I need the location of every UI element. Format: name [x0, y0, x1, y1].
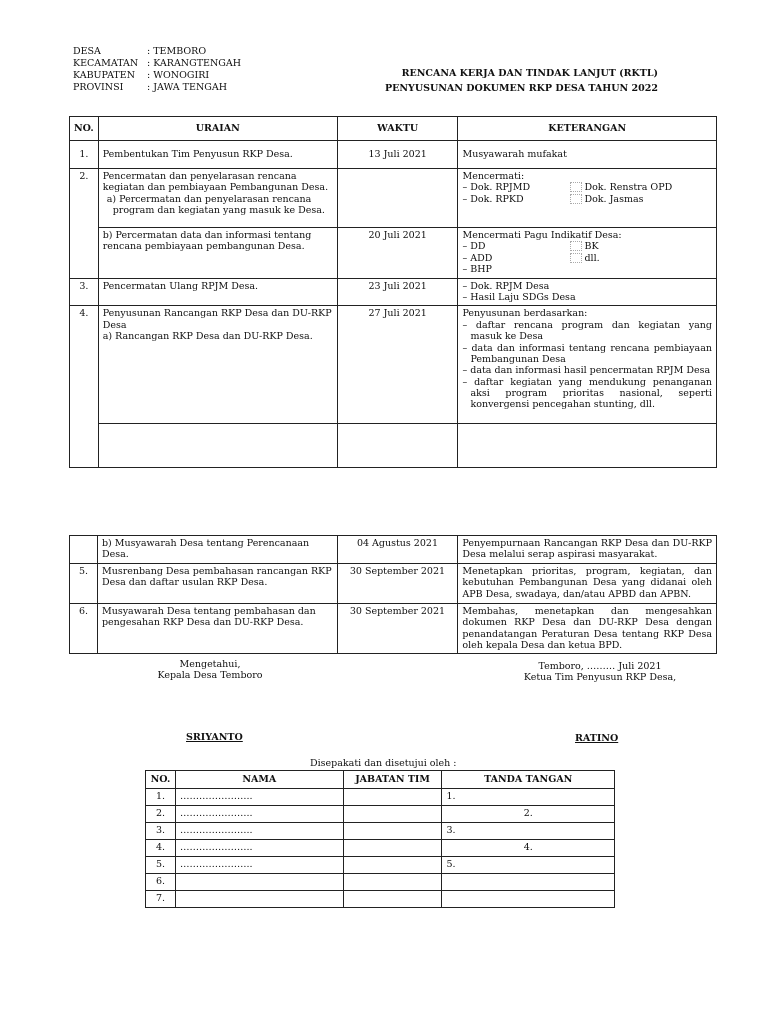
- ket-line: [462, 253, 712, 264]
- cell-no: 1.: [146, 789, 176, 806]
- cell-uraian: Pencermatan Ulang RPJM Desa.: [98, 278, 337, 306]
- table-row: [146, 823, 615, 840]
- cell-empty: [337, 424, 458, 468]
- cell-nama: …………………..: [175, 806, 343, 823]
- team-leader-label: Ketua Tim Penyusun RKP Desa,: [523, 672, 677, 684]
- cell-jabatan: [343, 840, 442, 857]
- cell-nama: …………………..: [175, 823, 343, 840]
- checkbox-icon: [570, 241, 582, 251]
- cell-waktu: 30 September 2021: [337, 563, 458, 603]
- info-row-desa: [73, 46, 241, 58]
- info-row-kabupaten: [73, 70, 241, 82]
- cell-uraian: b) Percermatan data dan informasi tentang rencana pembiayaan pembangunan Desa.: [98, 228, 337, 279]
- ket-item: BK: [584, 241, 599, 253]
- cell-waktu: 23 Juli 2021: [337, 278, 458, 306]
- cell-ttd: 2.: [442, 806, 615, 823]
- header-no: NO.: [70, 117, 99, 141]
- ket-item: – Dok. RPJM Desa: [462, 280, 550, 292]
- document-subtitle: PENYUSUNAN DOKUMEN RKP DESA TAHUN 2022: [384, 83, 658, 94]
- cell-nama: [175, 874, 343, 891]
- cell-no: 4.: [146, 840, 176, 857]
- table-row: [70, 306, 717, 424]
- header-keterangan: KETERANGAN: [458, 117, 717, 141]
- cell-no: 2.: [146, 806, 176, 823]
- table-row-empty: [70, 424, 717, 468]
- cell-waktu: 13 Juli 2021: [337, 141, 458, 169]
- table-row: [146, 891, 615, 908]
- cell-ttd: 4.: [442, 840, 615, 857]
- table-row: [146, 789, 615, 806]
- ket-line: [462, 241, 712, 252]
- cell-no: 7.: [146, 891, 176, 908]
- header-no: NO.: [146, 771, 176, 789]
- ket-item: dll.: [584, 252, 600, 264]
- cell-uraian: Musyawarah Desa tentang pembahasan dan pengesahan RKP Desa dan DU-RKP Desa.: [97, 603, 337, 654]
- cell-jabatan: [343, 857, 442, 874]
- checkbox-icon: [570, 182, 582, 192]
- ket-item: – BHP: [462, 264, 492, 276]
- cell-uraian: Pembentukan Tim Penyusun RKP Desa.: [98, 141, 337, 169]
- ket-item: – daftar kegiatan yang mendukung penanganan aksi program prioritas nasional, seperti konvergensi pencegahan stunting, dll.: [462, 376, 712, 411]
- table-row: [70, 536, 717, 564]
- info-value: : JAWA TENGAH: [147, 82, 227, 93]
- info-row-provinsi: [73, 82, 241, 94]
- cell-uraian: [98, 306, 337, 424]
- cell-nama: …………………..: [175, 789, 343, 806]
- cell-uraian: [98, 169, 337, 228]
- checkbox-icon: [570, 194, 582, 204]
- header-uraian: URAIAN: [98, 117, 337, 141]
- ket-item: – data dan informasi tentang rencana pembiayaan Pembangunan Desa: [462, 342, 712, 365]
- ket-title: Penyusunan berdasarkan:: [462, 308, 588, 320]
- table-header-row: [70, 117, 717, 141]
- cell-keterangan: [458, 278, 717, 306]
- ket-title: Mencermati:: [462, 171, 525, 182]
- header-jabatan: JABATAN TIM: [343, 771, 442, 789]
- table-row: [146, 840, 615, 857]
- uraian-subitem: a) Percermatan dan penyelarasan rencana program dan kegiatan yang masuk ke Desa.: [106, 193, 325, 217]
- table-row: [70, 228, 717, 279]
- cell-keterangan: Penyempurnaan Rancangan RKP Desa dan DU-RKP Desa melalui serap aspirasi masyarakat.: [458, 536, 717, 564]
- table-row: [70, 141, 717, 169]
- uraian-text: Pencermatan dan penyelarasan rencana kegiatan dan pembiayaan Pembangunan Desa.: [102, 171, 329, 194]
- table-row: [70, 169, 717, 228]
- cell-no: 5.: [70, 563, 98, 603]
- cell-no: 6.: [70, 603, 98, 654]
- rktl-table-part1: [69, 116, 717, 468]
- cell-uraian: b) Musyawarah Desa tentang Perencanaan Desa.: [97, 536, 337, 564]
- cell-waktu: 30 September 2021: [337, 603, 458, 654]
- cell-jabatan: [343, 874, 442, 891]
- info-row-kecamatan: [73, 58, 241, 70]
- uraian-text: Penyusunan Rancangan RKP Desa dan DU-RKP Desa: [102, 308, 332, 331]
- cell-no: 2.: [70, 169, 99, 279]
- uraian-subitem: a) Rancangan RKP Desa dan DU-RKP Desa.: [102, 331, 313, 343]
- info-key: DESA: [73, 46, 101, 57]
- header-waktu: WAKTU: [337, 117, 458, 141]
- table-row: [70, 603, 717, 654]
- cell-nama: …………………..: [175, 840, 343, 857]
- cell-no: 3.: [146, 823, 176, 840]
- location-info: [73, 46, 241, 94]
- table-row: [70, 278, 717, 306]
- cell-keterangan: [458, 169, 717, 228]
- agreed-label: Disepakati dan disetujui oleh :: [310, 758, 457, 769]
- info-value: : WONOGIRI: [147, 70, 210, 81]
- signature-left-block: [130, 659, 290, 682]
- table-row: [146, 857, 615, 874]
- cell-waktu: 04 Agustus 2021: [337, 536, 458, 564]
- ket-item: – Hasil Laju SDGs Desa: [462, 291, 576, 303]
- ket-item: – Dok. RPJMD: [462, 182, 531, 194]
- village-head-name: SRIYANTO: [186, 732, 243, 743]
- cell-keterangan: [458, 306, 717, 424]
- cell-ttd: [442, 874, 615, 891]
- team-leader-name: RATINO: [575, 733, 619, 744]
- ket-line: [462, 182, 712, 193]
- info-value: : KARANGTENGAH: [147, 58, 242, 69]
- cell-jabatan: [343, 806, 442, 823]
- cell-no: [70, 536, 98, 564]
- cell-keterangan: [458, 228, 717, 279]
- place-date: Temboro, ……… Juli 2021: [538, 661, 662, 672]
- rktl-table-part2: [69, 535, 717, 654]
- ket-item: – data dan informasi hasil pencermatan RPJM Desa: [462, 365, 711, 377]
- cell-ttd: [442, 891, 615, 908]
- cell-jabatan: [343, 823, 442, 840]
- ket-item: Dok. Renstra OPD: [584, 182, 673, 194]
- cell-ttd: 1.: [442, 789, 615, 806]
- table-row: [70, 563, 717, 603]
- signature-right-block: [500, 661, 700, 684]
- cell-no: 5.: [146, 857, 176, 874]
- header-nama: NAMA: [175, 771, 343, 789]
- table-row: [146, 874, 615, 891]
- cell-ttd: 5.: [442, 857, 615, 874]
- header-tanda-tangan: TANDA TANGAN: [442, 771, 615, 789]
- agreement-table: [145, 770, 615, 908]
- cell-no: 1.: [70, 141, 99, 169]
- cell-ttd: 3.: [442, 823, 615, 840]
- cell-jabatan: [343, 789, 442, 806]
- village-head-label: Kepala Desa Temboro: [157, 670, 263, 682]
- cell-nama: …………………..: [175, 857, 343, 874]
- cell-keterangan: Musyawarah mufakat: [458, 141, 717, 169]
- acknowledged-label: Mengetahui,: [179, 659, 241, 670]
- cell-no: 4.: [70, 306, 99, 468]
- ket-item: – ADD: [462, 252, 493, 264]
- document-title: RENCANA KERJA DAN TINDAK LANJUT (RKTL): [401, 68, 658, 79]
- ket-line: [462, 194, 712, 205]
- info-key: KABUPATEN: [73, 70, 136, 81]
- cell-waktu: 20 Juli 2021: [337, 228, 458, 279]
- info-key: PROVINSI: [73, 82, 124, 93]
- cell-waktu: [337, 169, 458, 228]
- cell-empty: [458, 424, 717, 468]
- ket-item: – Dok. RPKD: [462, 193, 524, 205]
- cell-no: 6.: [146, 874, 176, 891]
- cell-empty: [98, 424, 337, 468]
- ket-title: Mencermati Pagu Indikatif Desa:: [462, 230, 622, 241]
- info-key: KECAMATAN: [73, 58, 139, 69]
- table-row: [146, 806, 615, 823]
- cell-jabatan: [343, 891, 442, 908]
- ket-item: – DD: [462, 241, 486, 253]
- ket-item: Dok. Jasmas: [584, 193, 644, 205]
- cell-uraian: Musrenbang Desa pembahasan rancangan RKP Desa dan daftar usulan RKP Desa.: [97, 563, 337, 603]
- cell-no: 3.: [70, 278, 99, 306]
- cell-waktu: 27 Juli 2021: [337, 306, 458, 424]
- checkbox-icon: [570, 253, 582, 263]
- info-value: : TEMBORO: [147, 46, 207, 57]
- ket-item: – daftar rencana program dan kegiatan yang masuk ke Desa: [462, 319, 712, 343]
- cell-keterangan: Menetapkan prioritas, program, kegiatan, dan kebutuhan Pembangunan Desa yang didanai oleh APB Desa, swadaya, dan/atau APBD dan APBN.: [458, 563, 717, 603]
- cell-keterangan: Membahas, menetapkan dan mengesahkan dokumen RKP Desa dan DU-RKP Desa dengan penandatangan Peraturan Desa tentang RKP Desa oleh kepala Desa dan ketua BPD.: [458, 603, 717, 654]
- cell-nama: [175, 891, 343, 908]
- table-header-row: [146, 771, 615, 789]
